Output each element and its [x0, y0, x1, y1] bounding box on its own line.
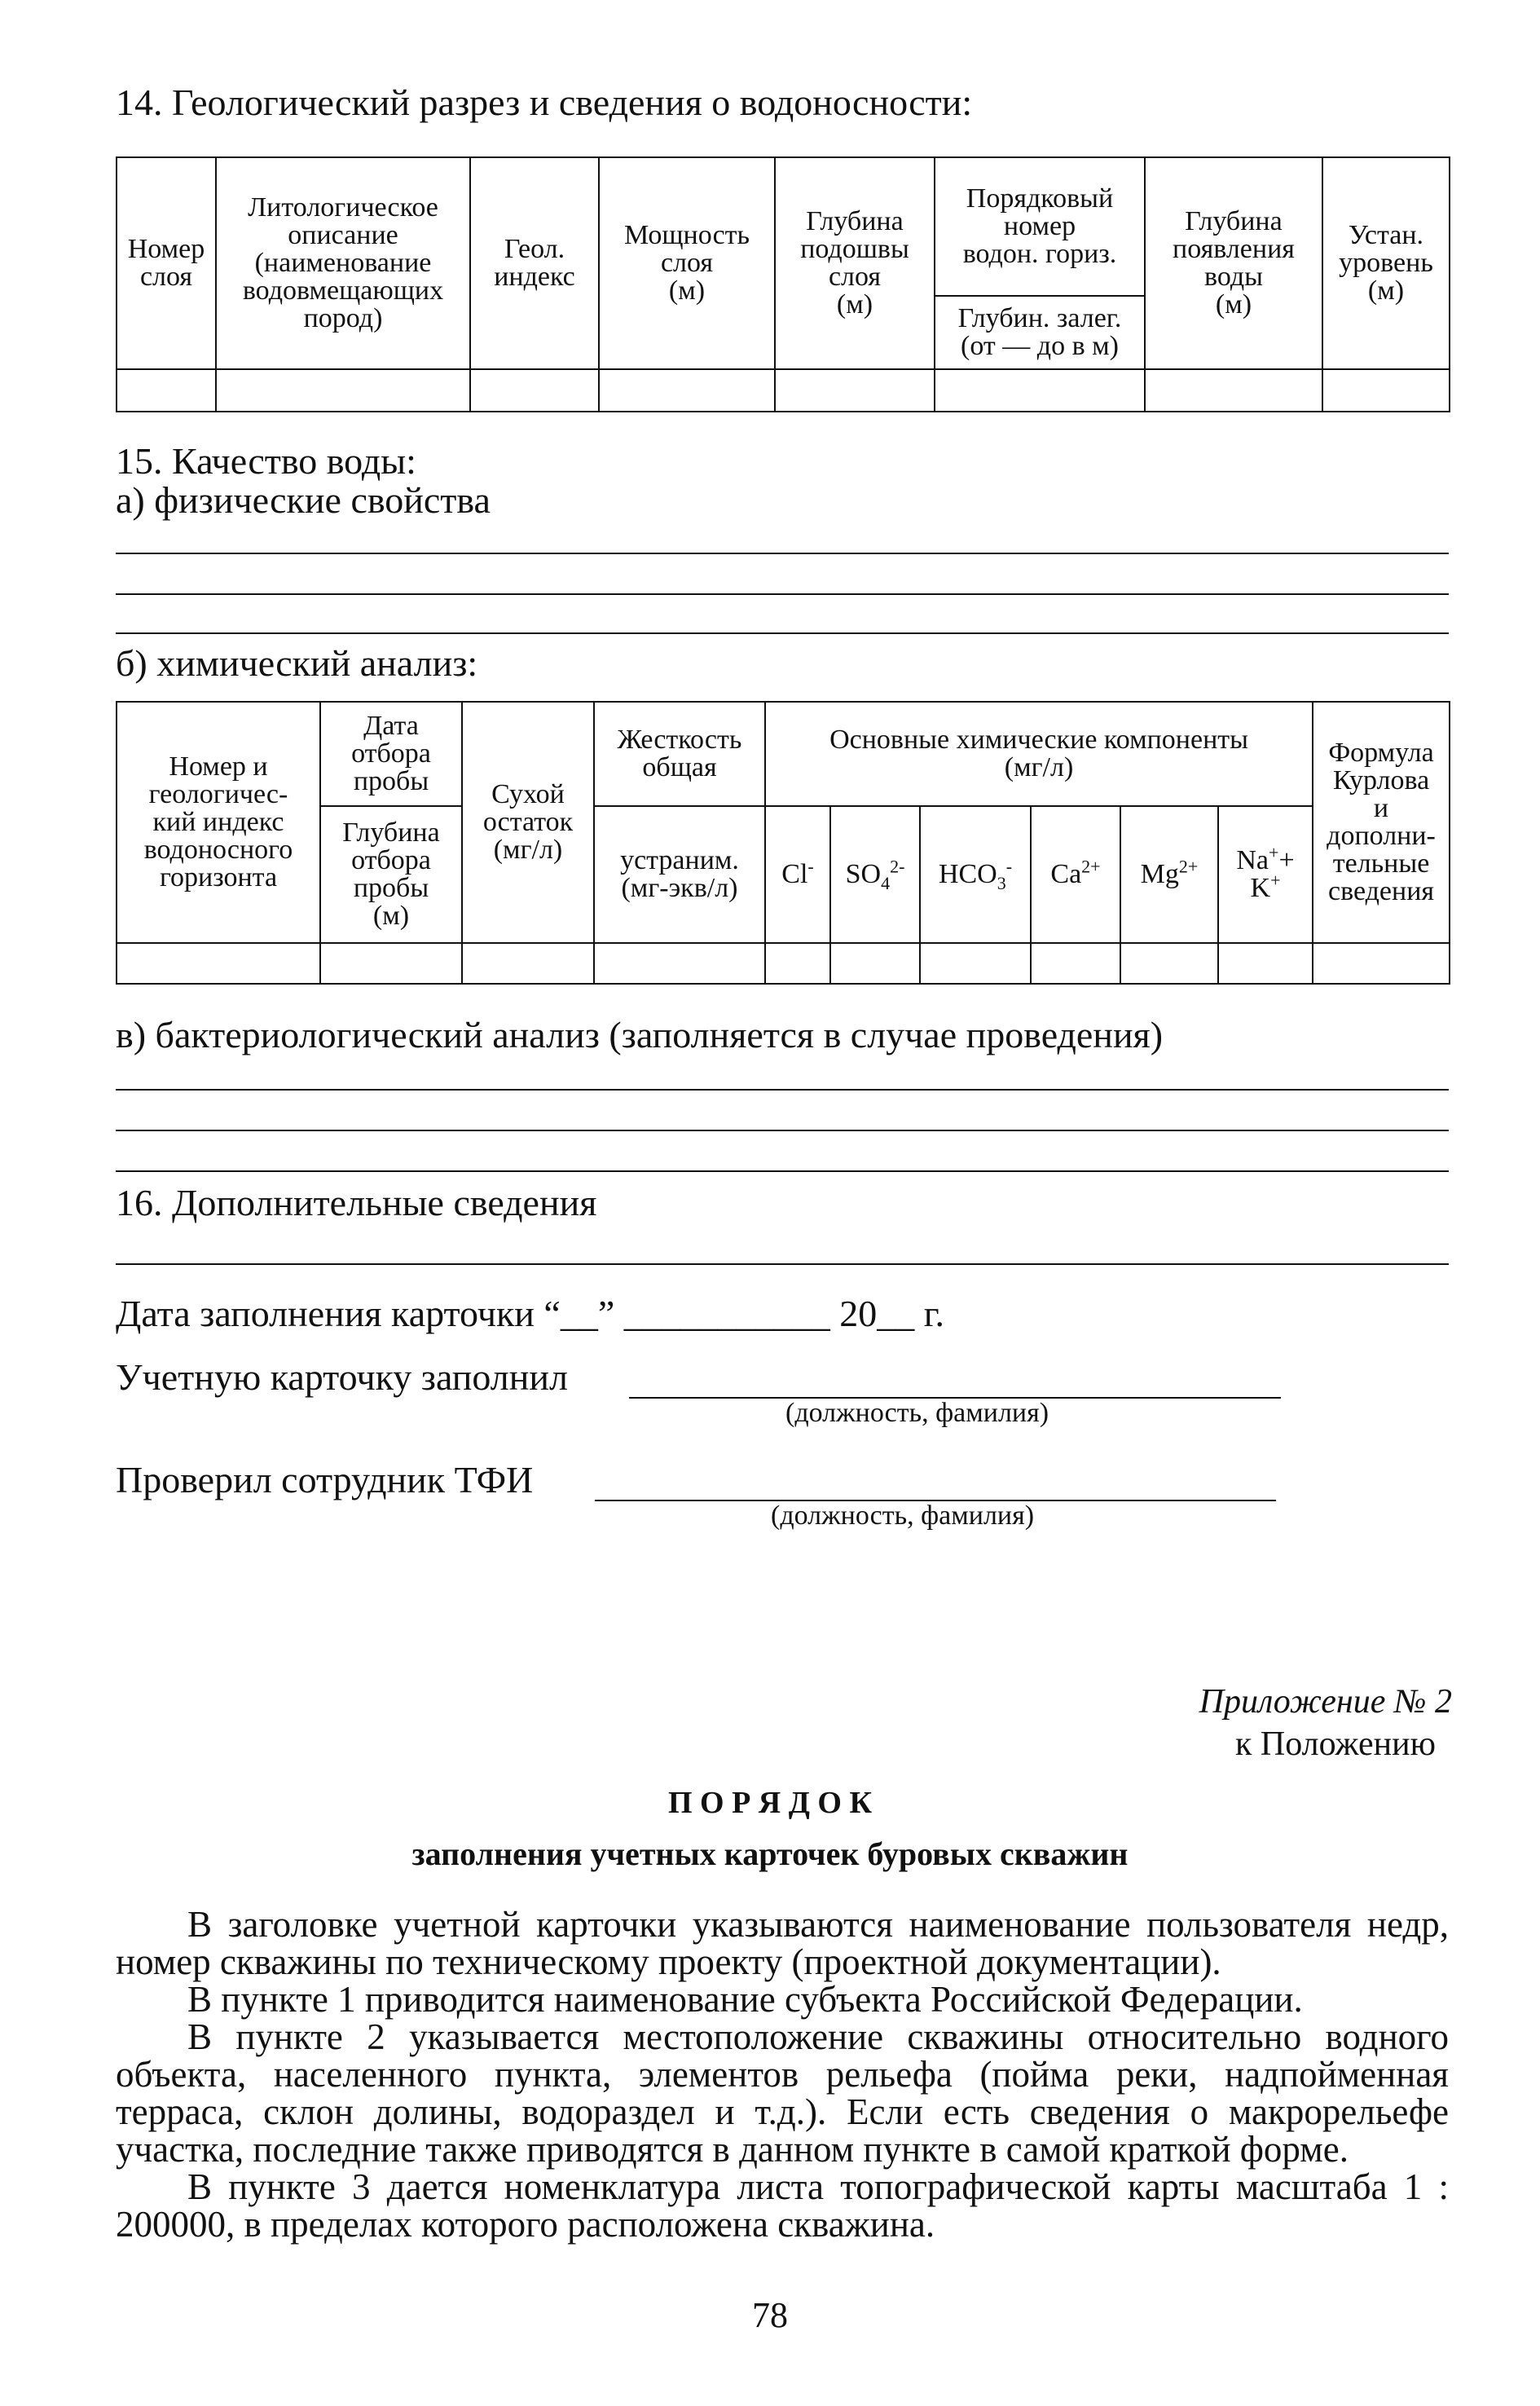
col-components: Основные химические компоненты (мг/л) — [765, 702, 1313, 806]
paragraph: В пункте 1 приводится наименование субъекта Российской Федерации. — [187, 1979, 1303, 2020]
empty-cell[interactable] — [117, 369, 216, 412]
checked-by-label: Проверил сотрудник ТФИ — [116, 1459, 534, 1500]
page-number: 78 — [752, 2295, 788, 2335]
checked-by-caption: (должность, фамилия) — [771, 1500, 1035, 1531]
col-thickness: Мощность слоя (м) — [599, 157, 775, 369]
fill-line[interactable] — [116, 593, 1449, 595]
empty-cell[interactable] — [1120, 943, 1218, 984]
appendix-to: к Положению — [1234, 1725, 1436, 1763]
fill-line[interactable] — [116, 1170, 1449, 1172]
col-static-level: Устан. уровень (м) — [1322, 157, 1450, 369]
fill-line[interactable] — [116, 553, 1449, 554]
empty-cell[interactable] — [599, 369, 775, 412]
empty-cell[interactable] — [920, 943, 1031, 984]
empty-cell[interactable] — [1322, 369, 1450, 412]
section-14-title: 14. Геологический разрез и сведения о водоносности: — [116, 82, 973, 123]
procedure-heading: П О Р Я Д О К — [667, 1786, 873, 1820]
empty-cell[interactable] — [320, 943, 462, 984]
procedure-text — [116, 1906, 1449, 2243]
section-16-title: 16. Дополнительные сведения — [116, 1182, 597, 1223]
ion-hco3: $HCO_3^-$ — [920, 806, 1031, 943]
paragraph: В пункте 3 дается номенклатура листа топографической карты масштаба 1 : 200000, в пределах которого расположена скважина. — [116, 2166, 1449, 2245]
col-bottom-depth: Глубина подошвы слоя (м) — [775, 157, 935, 369]
fill-line[interactable] — [116, 1089, 1449, 1091]
paragraph: В пункте 2 указывается местоположение скважины относительно водного объекта, населенного пункта, элементов рельефа (пойма реки, надпойменная терраса, склон долины, водораздел и т.д.). Если есть сведения о макрорельефе участка, последние также приводятся в данном пункте в самой краткой форме. — [116, 2016, 1449, 2170]
bacterial-analysis-label: в) бактериологический анализ (заполняется в случае проведения) — [116, 1014, 1164, 1055]
col-kurlov: Формула Курлова и дополни- тельные сведения — [1313, 702, 1450, 943]
empty-cell[interactable] — [462, 943, 594, 984]
filled-by-label: Учетную карточку заполнил — [116, 1356, 568, 1398]
chemical-analysis-label: б) химический анализ: — [116, 642, 478, 684]
col-dry-residue: Сухой остаток (мг/л) — [462, 702, 594, 943]
geological-section-table — [116, 156, 1450, 412]
procedure-subheading: заполнения учетных карточек буровых скважин — [411, 1835, 1129, 1872]
empty-cell[interactable] — [1218, 943, 1313, 984]
section-15-title: 15. Качество воды: — [116, 440, 416, 482]
col-occurrence-depth: Глубин. залег. (от — до в м) — [935, 296, 1145, 369]
col-layer-number: Номер слоя — [117, 157, 216, 369]
paragraph: В заголовке учетной карточки указываются наименование пользователя недр, номер скважины по техническому проекту (проектной документации). — [116, 1904, 1449, 1982]
ion-cl: Cl- — [765, 806, 830, 943]
col-lithology: Литологическое описание (наименование водовмещающих пород) — [216, 157, 470, 369]
fill-line[interactable] — [116, 1263, 1449, 1265]
fill-date-line: Дата заполнения карточки “__” ___________ 20__ г. — [116, 1293, 944, 1334]
empty-cell[interactable] — [775, 369, 935, 412]
appendix-label: Приложение № 2 — [1199, 1683, 1452, 1721]
empty-cell[interactable] — [1145, 369, 1322, 412]
empty-cell[interactable] — [470, 369, 599, 412]
empty-cell[interactable] — [935, 369, 1145, 412]
col-sample-depth: Глубина отбора пробы (м) — [320, 806, 462, 943]
physical-properties-label: а) физические свойства — [116, 479, 491, 521]
col-aquifer-number: Порядковый номер водон. гориз. — [935, 157, 1145, 296]
empty-cell[interactable] — [1031, 943, 1120, 984]
ion-mg: $Mg^{2+}$ — [1120, 806, 1218, 943]
ion-na-k: Na++ K+ — [1218, 806, 1313, 943]
col-total-hardness: Жесткость общая — [594, 702, 765, 806]
col-geo-index: Геол. индекс — [470, 157, 599, 369]
col-water-depth: Глубина появления воды (м) — [1145, 157, 1322, 369]
ion-so4: $SO_4^{2-}$ — [830, 806, 920, 943]
filled-by-caption: (должность, фамилия) — [785, 1398, 1049, 1428]
col-number-index: Номер и геологичес- кий индекс водоносного горизонта — [117, 702, 320, 943]
empty-cell[interactable] — [117, 943, 320, 984]
col-removable-hardness: устраним. (мг-экв/л) — [594, 806, 765, 943]
ion-ca: $Ca^{2+}$ — [1031, 806, 1120, 943]
chemical-analysis-table — [116, 701, 1450, 985]
empty-cell[interactable] — [765, 943, 830, 984]
col-sample-date: Дата отбора пробы — [320, 702, 462, 806]
empty-cell[interactable] — [594, 943, 765, 984]
fill-line[interactable] — [116, 1130, 1449, 1131]
empty-cell[interactable] — [216, 369, 470, 412]
fill-line[interactable] — [116, 632, 1449, 634]
empty-cell[interactable] — [1313, 943, 1450, 984]
empty-cell[interactable] — [830, 943, 920, 984]
